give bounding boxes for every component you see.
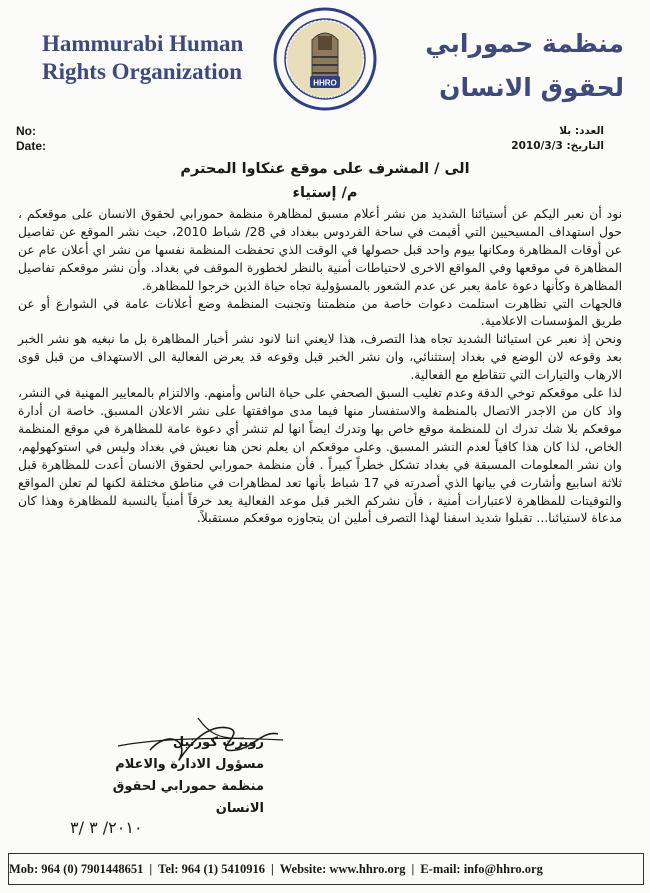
org-name-en: Hammurabi Human Rights Organization xyxy=(42,31,244,84)
email-link[interactable]: E-mail: info@hhro.org xyxy=(420,861,543,876)
signature-block xyxy=(64,732,264,820)
reference-labels-en xyxy=(16,124,46,154)
reference-labels-ar xyxy=(511,124,604,154)
number-ar: العدد: بلا xyxy=(559,125,604,137)
no-label: No: xyxy=(16,124,36,138)
paragraph-3: ونحن إذ نعبر عن استيائنا الشديد تجاه هذا التصرف، هذا لايعني اننا لانود نشر أخبار المظاهرة بل ما نبغيه هو نشر الخبر بعد وقوعه لان الوضع في بغداد إستثنائي، وان نشر الخبر قبل وقوعه قد يعرض الفعالية الى الاستهداف من قبل قوى الارهاب والتيارات التي تتقاطع مع الفعالية. xyxy=(18,332,622,383)
paragraph-2: فالجهات التي تظاهرت استلمت دعوات خاصة من منظمتنا وتجنبت المنظمة وضع أعلانات عامة في الشوارع أو عن طريق المؤسسات الاعلامية. xyxy=(18,296,622,329)
handwritten-date: ٢٠١٠/ ٣ /٣ xyxy=(70,818,143,837)
salutation xyxy=(0,157,650,205)
recipient-line: الى / المشرف على موقع عنكاوا المحترم xyxy=(180,161,470,177)
telephone-number: Tel: 964 (1) 5410916 xyxy=(158,861,265,876)
org-name-ar: منظمة حمورابي لحقوق الانسان xyxy=(425,29,624,102)
paragraph-4: لذا على موقعكم توخي الدقة وعدم تغليب السبق الصحفي على حياة الناس وأمنهم. والالتزام بالمعايير المهنية في النشر، واذ كان من الاجدر الاتصال بالمنظمة والاستفسار منها فيما مدى موافقتها على نشر الاعلان المسبق. خاصة ان أدارة موقعكم بلا شك تدرك ان للمنظمة موقع خاص بها وتدرك ايضاً انها لم تنشر أي دعوة عامة للمظاهرة في موقع المنظمة الخاص، لذا كان هذا كافياً لعدم النشر المسبق. وعلى موقعكم ان يعلم نحن هنا نعيش في بغداد وليس في استوكهولهم، وان نشر المعلومات المسبقة في بغداد تشكل خطراً كبيراً . فأن منظمة حمورابي لحقوق الانسان أعدت للمظاهرة قبل ثلاثة اسابيع وأشارت في بيانها الذي أصدرته في 17 شباط بأنها تعد لمظاهرات في مناطق مختلفة لكنها لم تعلن المواقع والتوقيتات للمظاهرة لاعتبارات أمنية ، فأن نشركم الخبر قبل موعد الفعالية يعد خرقاً أمنياً بالنسبة للمظاهرة وهذا كان مدعاة لاستيائنا... تقبلوا شديد اسفنا لهذا التصرف أملين ان يتجاوزه موقعكم مستقبلاً. xyxy=(18,386,623,526)
paragraph-1: نود أن نعبر اليكم عن أستيائنا الشديد من نشر أعلام مسبق لمظاهرة منظمة حمورابي لحقوق الانسان على موقعكم ، حول استهداف المسيحيين التي أقيمت في ساحة الفردوس ببغداد في 28/ شباط 2010، حيث نشر الموقع عن تفاصيل عن أوقات المظاهرة ومكانها بيوم واحد قبل حصولها في الوقت الذي تحفظت المنظمة نفسها من نشر اي أعلان عام عن المظاهرة في موقعها وفي المواقع الاخرى لاحتياطات أمنية بالنظر لخطورة الموقف في بغداد. وأن نشر موقعكم تفاصيل المظاهرة وكأنها دعوة عامة يعبر عن عدم الشعور بالمسؤولية تجاه حياة الذين خرجوا للمظاهرة. xyxy=(18,207,622,293)
footer-separator: | xyxy=(270,861,274,876)
letterhead xyxy=(0,0,650,120)
footer-separator: | xyxy=(149,861,153,876)
organization-seal-logo xyxy=(272,6,378,112)
contact-footer xyxy=(8,853,644,885)
date-ar: التاريخ: 2010/3/3 xyxy=(511,140,604,152)
subject-line: م/ إستياء xyxy=(292,185,358,201)
letter-body xyxy=(18,206,622,528)
svg-text:HHRO: HHRO xyxy=(313,78,337,88)
mobile-number: Mob: 964 (0) 7901448651 xyxy=(9,861,144,876)
signatory-title: مسؤول الادارة والاعلام xyxy=(115,757,264,772)
footer-separator: | xyxy=(411,861,415,876)
signatory-org: منظمة حمورابي لحقوق الانسان xyxy=(112,779,264,816)
signatory-name: روبرت كورنيل xyxy=(172,735,264,750)
website-link[interactable]: Website: www.hhro.org xyxy=(279,861,406,876)
date-label: Date: xyxy=(16,139,47,153)
